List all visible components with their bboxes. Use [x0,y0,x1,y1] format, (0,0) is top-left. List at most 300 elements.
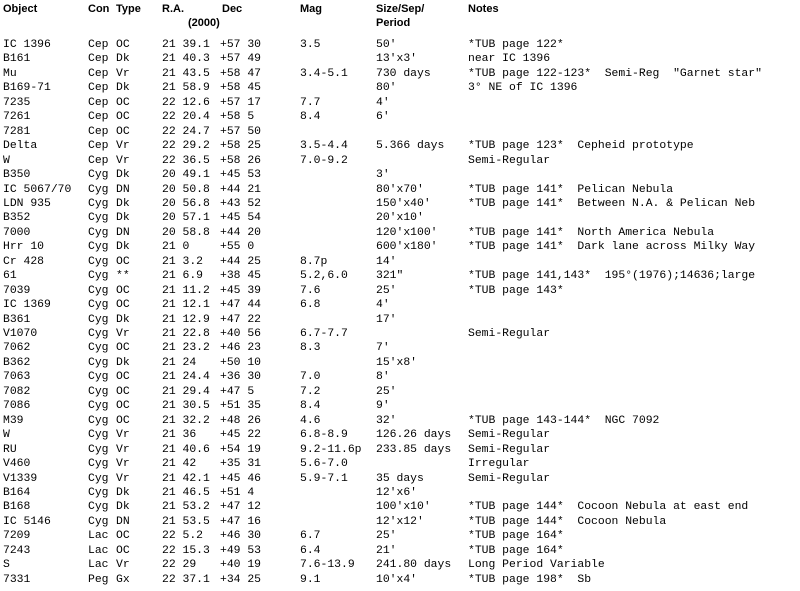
cell-object: 61 [3,270,17,283]
cell-type: Vr [116,443,130,456]
cell-ra: 21 12.9 [162,313,210,326]
cell-dec: +49 53 [220,544,262,557]
cell-mag: 8.3 [300,342,321,355]
cell-object: W [3,154,10,167]
cell-type: Dk [116,313,130,326]
cell-object: B350 [3,169,31,182]
cell-object: B164 [3,486,31,499]
cell-type: Vr [116,154,130,167]
cell-constellation: Cyg [88,429,109,442]
cell-constellation: Cyg [88,212,109,225]
cell-constellation: Cyg [88,472,109,485]
cell-dec: +45 39 [220,284,262,297]
cell-object: B352 [3,212,31,225]
cell-type: DN [116,515,130,528]
cell-notes: *TUB page 143* [468,284,564,297]
cell-dec: +46 30 [220,530,262,543]
cell-object: 7281 [3,125,31,138]
cell-size: 50' [376,39,397,51]
cell-notes: Semi-Regular [468,429,551,442]
cell-object: Cr 428 [3,255,45,268]
cell-ra: 21 40.3 [162,53,210,66]
cell-ra: 20 58.8 [162,226,210,239]
cell-mag: 6.8 [300,299,321,312]
cell-object: B169-71 [3,82,51,95]
cell-object: 7039 [3,284,31,297]
cell-notes: *TUB page 143-144* NGC 7092 [468,414,660,427]
table-row [0,313,800,327]
cell-ra: 21 43.5 [162,67,210,80]
cell-type: DN [116,226,130,239]
cell-mag: 3.5 [300,39,321,51]
cell-constellation: Cyg [88,385,109,398]
cell-size: 10'x4' [376,573,418,586]
cell-constellation: Cyg [88,486,109,499]
cell-type: OC [116,371,130,384]
cell-type: OC [116,385,130,398]
cell-mag: 9.1 [300,573,321,586]
cell-object: B361 [3,313,31,326]
cell-type: Vr [116,67,130,80]
table-row [0,500,800,514]
cell-ra: 21 36 [162,429,197,442]
cell-size: 9' [376,400,390,413]
header-notes: Notes [468,3,499,15]
cell-size: 25' [376,284,397,297]
cell-size: 35 days [376,472,424,485]
cell-size: 80' [376,82,397,95]
cell-size: 126.26 days [376,429,452,442]
cell-type: Vr [116,140,130,153]
cell-object: 7331 [3,573,31,586]
cell-ra: 22 5.2 [162,530,204,543]
cell-dec: +57 49 [220,53,262,66]
cell-type: Vr [116,472,130,485]
cell-dec: +43 52 [220,197,262,210]
cell-size: 600'x180' [376,241,438,254]
cell-ra: 21 53.5 [162,515,210,528]
cell-constellation: Cep [88,96,109,109]
table-row [0,385,800,399]
cell-object: 7082 [3,385,31,398]
table-row [0,52,800,66]
cell-constellation: Cyg [88,169,109,182]
cell-constellation: Cep [88,125,109,138]
table-row [0,284,800,298]
cell-constellation: Cyg [88,226,109,239]
cell-dec: +46 23 [220,342,262,355]
cell-object: LDN 935 [3,197,51,210]
cell-size: 241.80 days [376,559,452,572]
table-row [0,298,800,312]
cell-constellation: Cep [88,82,109,95]
cell-constellation: Cep [88,53,109,66]
cell-type: Dk [116,212,130,225]
header-type: Type [116,3,141,15]
cell-ra: 21 0 [162,241,190,254]
table-row [0,529,800,543]
cell-dec: +47 16 [220,515,262,528]
cell-type: OC [116,299,130,312]
cell-dec: +51 35 [220,400,262,413]
cell-object: 7000 [3,226,31,239]
cell-notes: *TUB page 123* Cepheid prototype [468,140,694,153]
cell-size: 12'x6' [376,486,418,499]
cell-notes: *TUB page 141,143* 195°(1976);14636;large [468,270,756,283]
cell-ra: 22 24.7 [162,125,210,138]
cell-type: Vr [116,328,130,340]
cell-constellation: Lac [88,530,109,543]
cell-object: M39 [3,414,24,427]
table-row [0,139,800,153]
cell-mag: 6.8-8.9 [300,429,348,442]
cell-object: Hrr 10 [3,241,45,254]
table-row [0,486,800,500]
cell-type: OC [116,96,130,109]
cell-constellation: Lac [88,559,109,572]
cell-mag: 6.4 [300,544,321,557]
table-row [0,544,800,558]
header-size: Size/Sep/ [376,3,425,15]
cell-mag: 4.6 [300,414,321,427]
cell-mag: 7.7 [300,96,321,109]
table-row [0,240,800,254]
cell-constellation: Cyg [88,515,109,528]
table-row [0,211,800,225]
cell-object: IC 5067/70 [3,183,72,196]
cell-type: OC [116,125,130,138]
cell-dec: +45 54 [220,212,262,225]
table-row [0,255,800,269]
cell-type: OC [116,39,130,51]
cell-dec: +47 5 [220,385,255,398]
cell-constellation: Cyg [88,299,109,312]
cell-constellation: Cyg [88,400,109,413]
cell-size: 8' [376,371,390,384]
cell-notes: *TUB page 141* Dark lane across Milky Way [468,241,756,254]
cell-dec: +45 22 [220,429,262,442]
cell-dec: +50 10 [220,356,262,369]
cell-size: 15'x8' [376,356,418,369]
table-row [0,457,800,471]
cell-size: 32' [376,414,397,427]
table-row [0,558,800,572]
cell-mag: 7.6 [300,284,321,297]
cell-ra: 21 58.9 [162,82,210,95]
cell-ra: 21 11.2 [162,284,210,297]
cell-dec: +44 21 [220,183,262,196]
cell-size: 17' [376,313,397,326]
cell-object: IC 1396 [3,39,51,51]
cell-object: IC 1369 [3,299,51,312]
cell-notes: *TUB page 164* [468,544,564,557]
cell-ra: 21 53.2 [162,501,210,514]
cell-size: 730 days [376,67,431,80]
cell-type: DN [116,183,130,196]
header-dec: Dec [222,3,243,15]
cell-size: 100'x10' [376,501,431,514]
cell-object: 7243 [3,544,31,557]
cell-constellation: Cyg [88,313,109,326]
cell-dec: +47 44 [220,299,262,312]
cell-notes: Semi-Regular [468,472,551,485]
cell-dec: +51 4 [220,486,255,499]
cell-constellation: Cyg [88,284,109,297]
cell-constellation: Cyg [88,342,109,355]
cell-type: Gx [116,573,130,586]
cell-mag: 8.4 [300,111,321,124]
cell-object: B362 [3,356,31,369]
table-row [0,573,800,587]
header-con: Con [88,3,110,15]
table-row [0,414,800,428]
cell-type: OC [116,414,130,427]
cell-notes: *TUB page 141* Pelican Nebula [468,183,674,196]
cell-size: 150'x40' [376,197,431,210]
cell-size: 321" [376,270,404,283]
cell-size: 13'x3' [376,53,418,66]
cell-type: Dk [116,356,130,369]
table-row [0,515,800,529]
header-object: Object [3,3,38,15]
cell-size: 21' [376,544,397,557]
cell-constellation: Cyg [88,371,109,384]
table-row [0,341,800,355]
cell-type: OC [116,255,130,268]
cell-object: W [3,429,10,442]
cell-ra: 22 12.6 [162,96,210,109]
cell-size: 3' [376,169,390,182]
cell-type: OC [116,530,130,543]
cell-notes: near IC 1396 [468,53,551,66]
cell-dec: +44 20 [220,226,262,239]
cell-size: 4' [376,299,390,312]
cell-dec: +58 25 [220,140,262,153]
cell-ra: 21 24 [162,356,197,369]
cell-ra: 21 23.2 [162,342,210,355]
table-header [0,2,800,36]
cell-object: 7086 [3,400,31,413]
cell-type: OC [116,284,130,297]
cell-mag: 3.5-4.4 [300,140,348,153]
cell-object: 7235 [3,96,31,109]
cell-mag: 3.4-5.1 [300,67,348,80]
table-row [0,370,800,384]
cell-constellation: Cyg [88,501,109,514]
cell-dec: +57 50 [220,125,262,138]
cell-type: Vr [116,559,130,572]
cell-object: V1339 [3,472,38,485]
cell-ra: 21 42.1 [162,472,210,485]
cell-dec: +57 17 [220,96,262,109]
cell-ra: 21 42 [162,458,197,471]
cell-ra: 20 49.1 [162,169,210,182]
cell-mag: 9.2-11.6p [300,443,362,456]
cell-object: 7209 [3,530,31,543]
cell-ra: 20 50.8 [162,183,210,196]
cell-size: 80'x70' [376,183,424,196]
cell-notes: Semi-Regular [468,443,551,456]
table-row [0,168,800,182]
cell-notes: *TUB page 144* Cocoon Nebula at east end [468,501,749,514]
cell-object: B168 [3,501,31,514]
cell-dec: +58 47 [220,67,262,80]
cell-dec: +48 26 [220,414,262,427]
cell-mag: 7.0-9.2 [300,154,348,167]
table-row [0,269,800,283]
cell-constellation: Peg [88,573,109,586]
cell-constellation: Cyg [88,197,109,210]
cell-dec: +58 5 [220,111,255,124]
cell-type: Dk [116,53,130,66]
cell-constellation: Lac [88,544,109,557]
cell-type: Vr [116,429,130,442]
cell-dec: +45 46 [220,472,262,485]
cell-ra: 20 56.8 [162,197,210,210]
table-row [0,327,800,341]
cell-ra: 22 29.2 [162,140,210,153]
cell-notes: *TUB page 198* Sb [468,573,592,586]
cell-type: Dk [116,501,130,514]
header-period: Period [376,17,411,29]
cell-constellation: Cyg [88,356,109,369]
cell-type: Dk [116,169,130,182]
cell-constellation: Cyg [88,328,109,340]
cell-type: Dk [116,82,130,95]
table-row [0,356,800,370]
cell-ra: 22 15.3 [162,544,210,557]
cell-constellation: Cep [88,111,109,124]
cell-dec: +45 53 [220,169,262,182]
cell-object: RU [3,443,17,456]
table-row [0,428,800,442]
cell-ra: 21 3.2 [162,255,204,268]
cell-object: Mu [3,67,17,80]
header-mag: Mag [300,3,322,15]
cell-size: 120'x100' [376,226,438,239]
cell-type: OC [116,342,130,355]
table-row [0,81,800,95]
cell-object: 7062 [3,342,31,355]
cell-ra: 21 22.8 [162,328,210,340]
cell-type: Vr [116,458,130,471]
cell-mag: 8.7p [300,255,328,268]
cell-notes: *TUB page 122-123* Semi-Reg "Garnet star" [468,67,762,80]
cell-type: Dk [116,241,130,254]
table-row [0,154,800,168]
cell-notes: Irregular [468,458,530,471]
cell-size: 6' [376,111,390,124]
cell-ra: 21 39.1 [162,39,210,51]
cell-ra: 22 20.4 [162,111,210,124]
header-epoch: (2000) [188,17,220,29]
cell-object: B161 [3,53,31,66]
cell-object: 7261 [3,111,31,124]
cell-mag: 5.9-7.1 [300,472,348,485]
cell-mag: 7.0 [300,371,321,384]
table-row [0,67,800,81]
cell-type: OC [116,400,130,413]
cell-dec: +47 12 [220,501,262,514]
cell-dec: +47 22 [220,313,262,326]
cell-mag: 7.6-13.9 [300,559,355,572]
cell-size: 14' [376,255,397,268]
cell-dec: +58 45 [220,82,262,95]
cell-size: 233.85 days [376,443,452,456]
cell-notes: *TUB page 122* [468,39,564,51]
table-row [0,197,800,211]
cell-ra: 21 46.5 [162,486,210,499]
cell-mag: 5.6-7.0 [300,458,348,471]
cell-size: 5.366 days [376,140,445,153]
cell-type: OC [116,544,130,557]
cell-dec: +54 19 [220,443,262,456]
cell-constellation: Cep [88,154,109,167]
cell-constellation: Cyg [88,443,109,456]
cell-mag: 6.7-7.7 [300,328,348,340]
table-row [0,472,800,486]
cell-type: Dk [116,486,130,499]
cell-dec: +38 45 [220,270,262,283]
cell-constellation: Cyg [88,458,109,471]
cell-constellation: Cep [88,140,109,153]
cell-notes: *TUB page 141* Between N.A. & Pelican Neb [468,197,756,210]
cell-mag: 6.7 [300,530,321,543]
cell-notes: Semi-Regular [468,154,551,167]
cell-dec: +40 19 [220,559,262,572]
cell-ra: 21 12.1 [162,299,210,312]
cell-object: V1070 [3,328,38,340]
cell-size: 12'x12' [376,515,424,528]
cell-size: 20'x10' [376,212,424,225]
cell-dec: +55 0 [220,241,255,254]
cell-object: V460 [3,458,31,471]
table-row [0,38,800,52]
cell-constellation: Cyg [88,255,109,268]
cell-type: Dk [116,197,130,210]
cell-ra: 21 29.4 [162,385,210,398]
table-row [0,96,800,110]
cell-size: 25' [376,530,397,543]
cell-object: IC 5146 [3,515,51,528]
cell-mag: 5.2,6.0 [300,270,348,283]
cell-notes: *TUB page 164* [468,530,564,543]
cell-size: 7' [376,342,390,355]
cell-constellation: Cyg [88,270,109,283]
cell-dec: +36 30 [220,371,262,384]
cell-constellation: Cyg [88,183,109,196]
cell-dec: +40 56 [220,328,262,340]
cell-notes: Long Period Variable [468,559,605,572]
cell-ra: 20 57.1 [162,212,210,225]
cell-object: 7063 [3,371,31,384]
header-ra: R.A. [162,3,184,15]
cell-mag: 8.4 [300,400,321,413]
cell-ra: 21 24.4 [162,371,210,384]
cell-mag: 7.2 [300,385,321,398]
cell-ra: 21 32.2 [162,414,210,427]
cell-dec: +58 26 [220,154,262,167]
cell-ra: 21 40.6 [162,443,210,456]
cell-ra: 21 30.5 [162,400,210,413]
cell-notes: 3° NE of IC 1396 [468,82,578,95]
cell-notes: *TUB page 144* Cocoon Nebula [468,515,667,528]
cell-type: OC [116,111,130,124]
cell-ra: 22 29 [162,559,197,572]
cell-object: S [3,559,10,572]
cell-notes: *TUB page 141* North America Nebula [468,226,715,239]
cell-constellation: Cyg [88,241,109,254]
